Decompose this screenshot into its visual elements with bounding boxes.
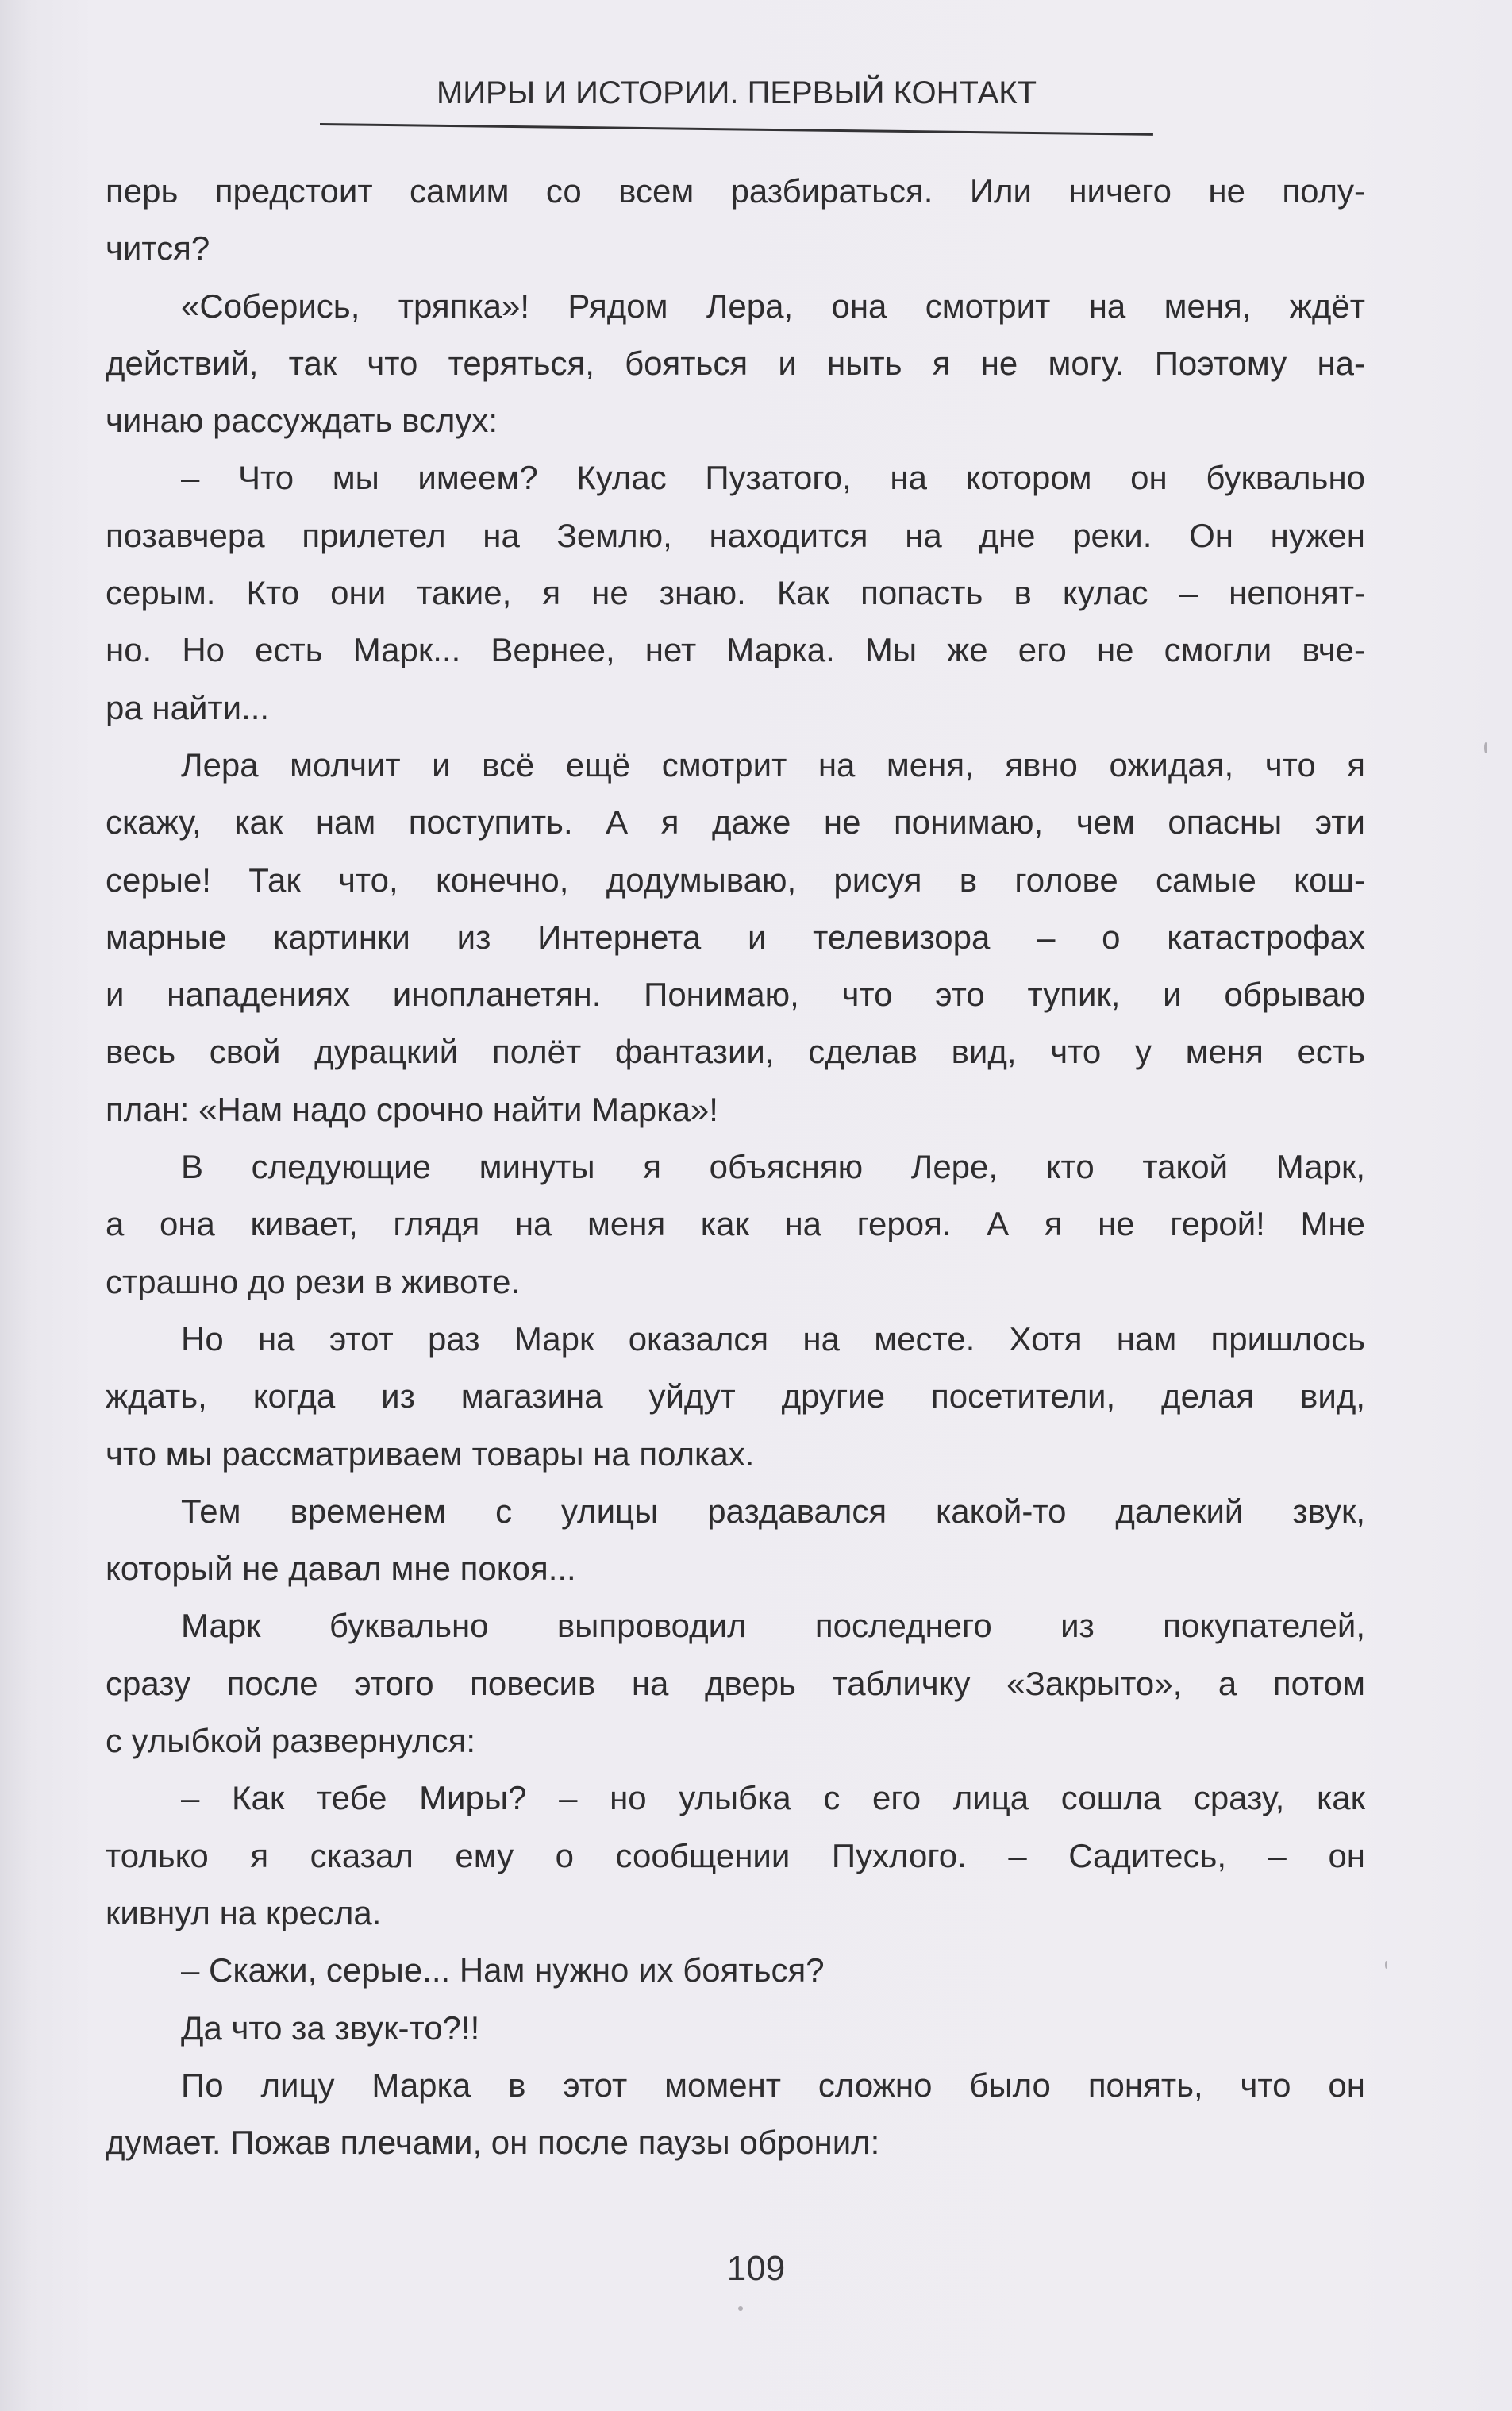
text-line: По лицу Марка в этот момент сложно было понять, что он	[181, 2066, 1365, 2104]
text-line: Тем временем с улицы раздавался какой-то далекий звук,	[181, 1492, 1365, 1530]
text-line: чится?	[106, 229, 210, 268]
text-line: ра найти...	[106, 688, 270, 726]
scan-speck	[1484, 742, 1487, 753]
scan-speck	[738, 2306, 743, 2311]
text-line: Но на этот раз Марк оказался на месте. Хотя нам пришлось	[181, 1319, 1365, 1358]
text-line: чинаю рассуждать вслух:	[106, 402, 498, 440]
text-line: Да что за звук-то?!!	[181, 2009, 480, 2047]
text-line: а она кивает, глядя на меня как на героя. А я не герой! Мне	[106, 1205, 1365, 1243]
text-line: кивнул на кресла.	[106, 1893, 382, 1931]
text-line: – Как тебе Миры? – но улыбка с его лица сошла сразу, как	[181, 1779, 1365, 1817]
text-line: марные картинки из Интернета и телевизора – о катастрофах	[106, 918, 1365, 956]
text-line: Марк буквально выпроводил последнего из покупателей,	[181, 1607, 1365, 1645]
text-line: перь предстоит самим со всем разбираться. Или ничего не полу-	[106, 172, 1365, 210]
text-line: действий, так что теряться, бояться и ныть я не могу. Поэтому на-	[106, 344, 1365, 382]
text-line: с улыбкой развернулся:	[106, 1722, 476, 1760]
text-line: сразу после этого повесив на дверь табличку «Закрыто», а потом	[106, 1664, 1365, 1702]
text-line: скажу, как нам поступить. А я даже не понимаю, чем опасны эти	[106, 803, 1365, 842]
running-head: МИРЫ И ИСТОРИИ. ПЕРВЫЙ КОНТАКТ	[436, 75, 1037, 110]
text-line: позавчера прилетел на Землю, находится на дне реки. Он нужен	[106, 516, 1365, 554]
page-number: 109	[726, 2249, 786, 2288]
text-line: «Соберись, тряпка»! Рядом Лера, она смотрит на меня, ждёт	[181, 287, 1365, 325]
text-line: В следующие минуты я объясняю Лере, кто такой Марк,	[181, 1148, 1365, 1186]
text-line: думает. Пожав плечами, он после паузы обронил:	[106, 2124, 880, 2162]
text-line: серые! Так что, конечно, додумываю, рисуя в голове самые кош-	[106, 861, 1365, 899]
text-line: серым. Кто они такие, я не знаю. Как попасть в кулас – непонят-	[106, 574, 1365, 612]
scan-speck	[1385, 1961, 1387, 1969]
text-line: ждать, когда из магазина уйдут другие посетители, делая вид,	[106, 1377, 1365, 1415]
text-line: – Что мы имеем? Кулас Пузатого, на котором он буквально	[181, 459, 1365, 497]
text-line: – Скажи, серые... Нам нужно их бояться?	[181, 1951, 825, 1989]
text-line: и нападениях инопланетян. Понимаю, что это тупик, и обрываю	[106, 976, 1365, 1014]
running-head-rule	[320, 123, 1153, 136]
text-line: но. Но есть Марк... Вернее, нет Марка. Мы же его не смогли вче-	[106, 631, 1365, 669]
text-line: план: «Нам надо срочно найти Марка»!	[106, 1090, 718, 1128]
text-line: только я сказал ему о сообщении Пухлого. – Садитесь, – он	[106, 1836, 1365, 1874]
body-text	[106, 163, 1365, 2171]
text-line: весь свой дурацкий полёт фантазии, сделав вид, что у меня есть	[106, 1033, 1365, 1071]
text-line: страшно до рези в животе.	[106, 1262, 521, 1300]
text-line: который не давал мне покоя...	[106, 1550, 576, 1588]
text-line: Лера молчит и всё ещё смотрит на меня, явно ожидая, что я	[181, 745, 1365, 784]
text-line: что мы рассматриваем товары на полках.	[106, 1435, 755, 1473]
